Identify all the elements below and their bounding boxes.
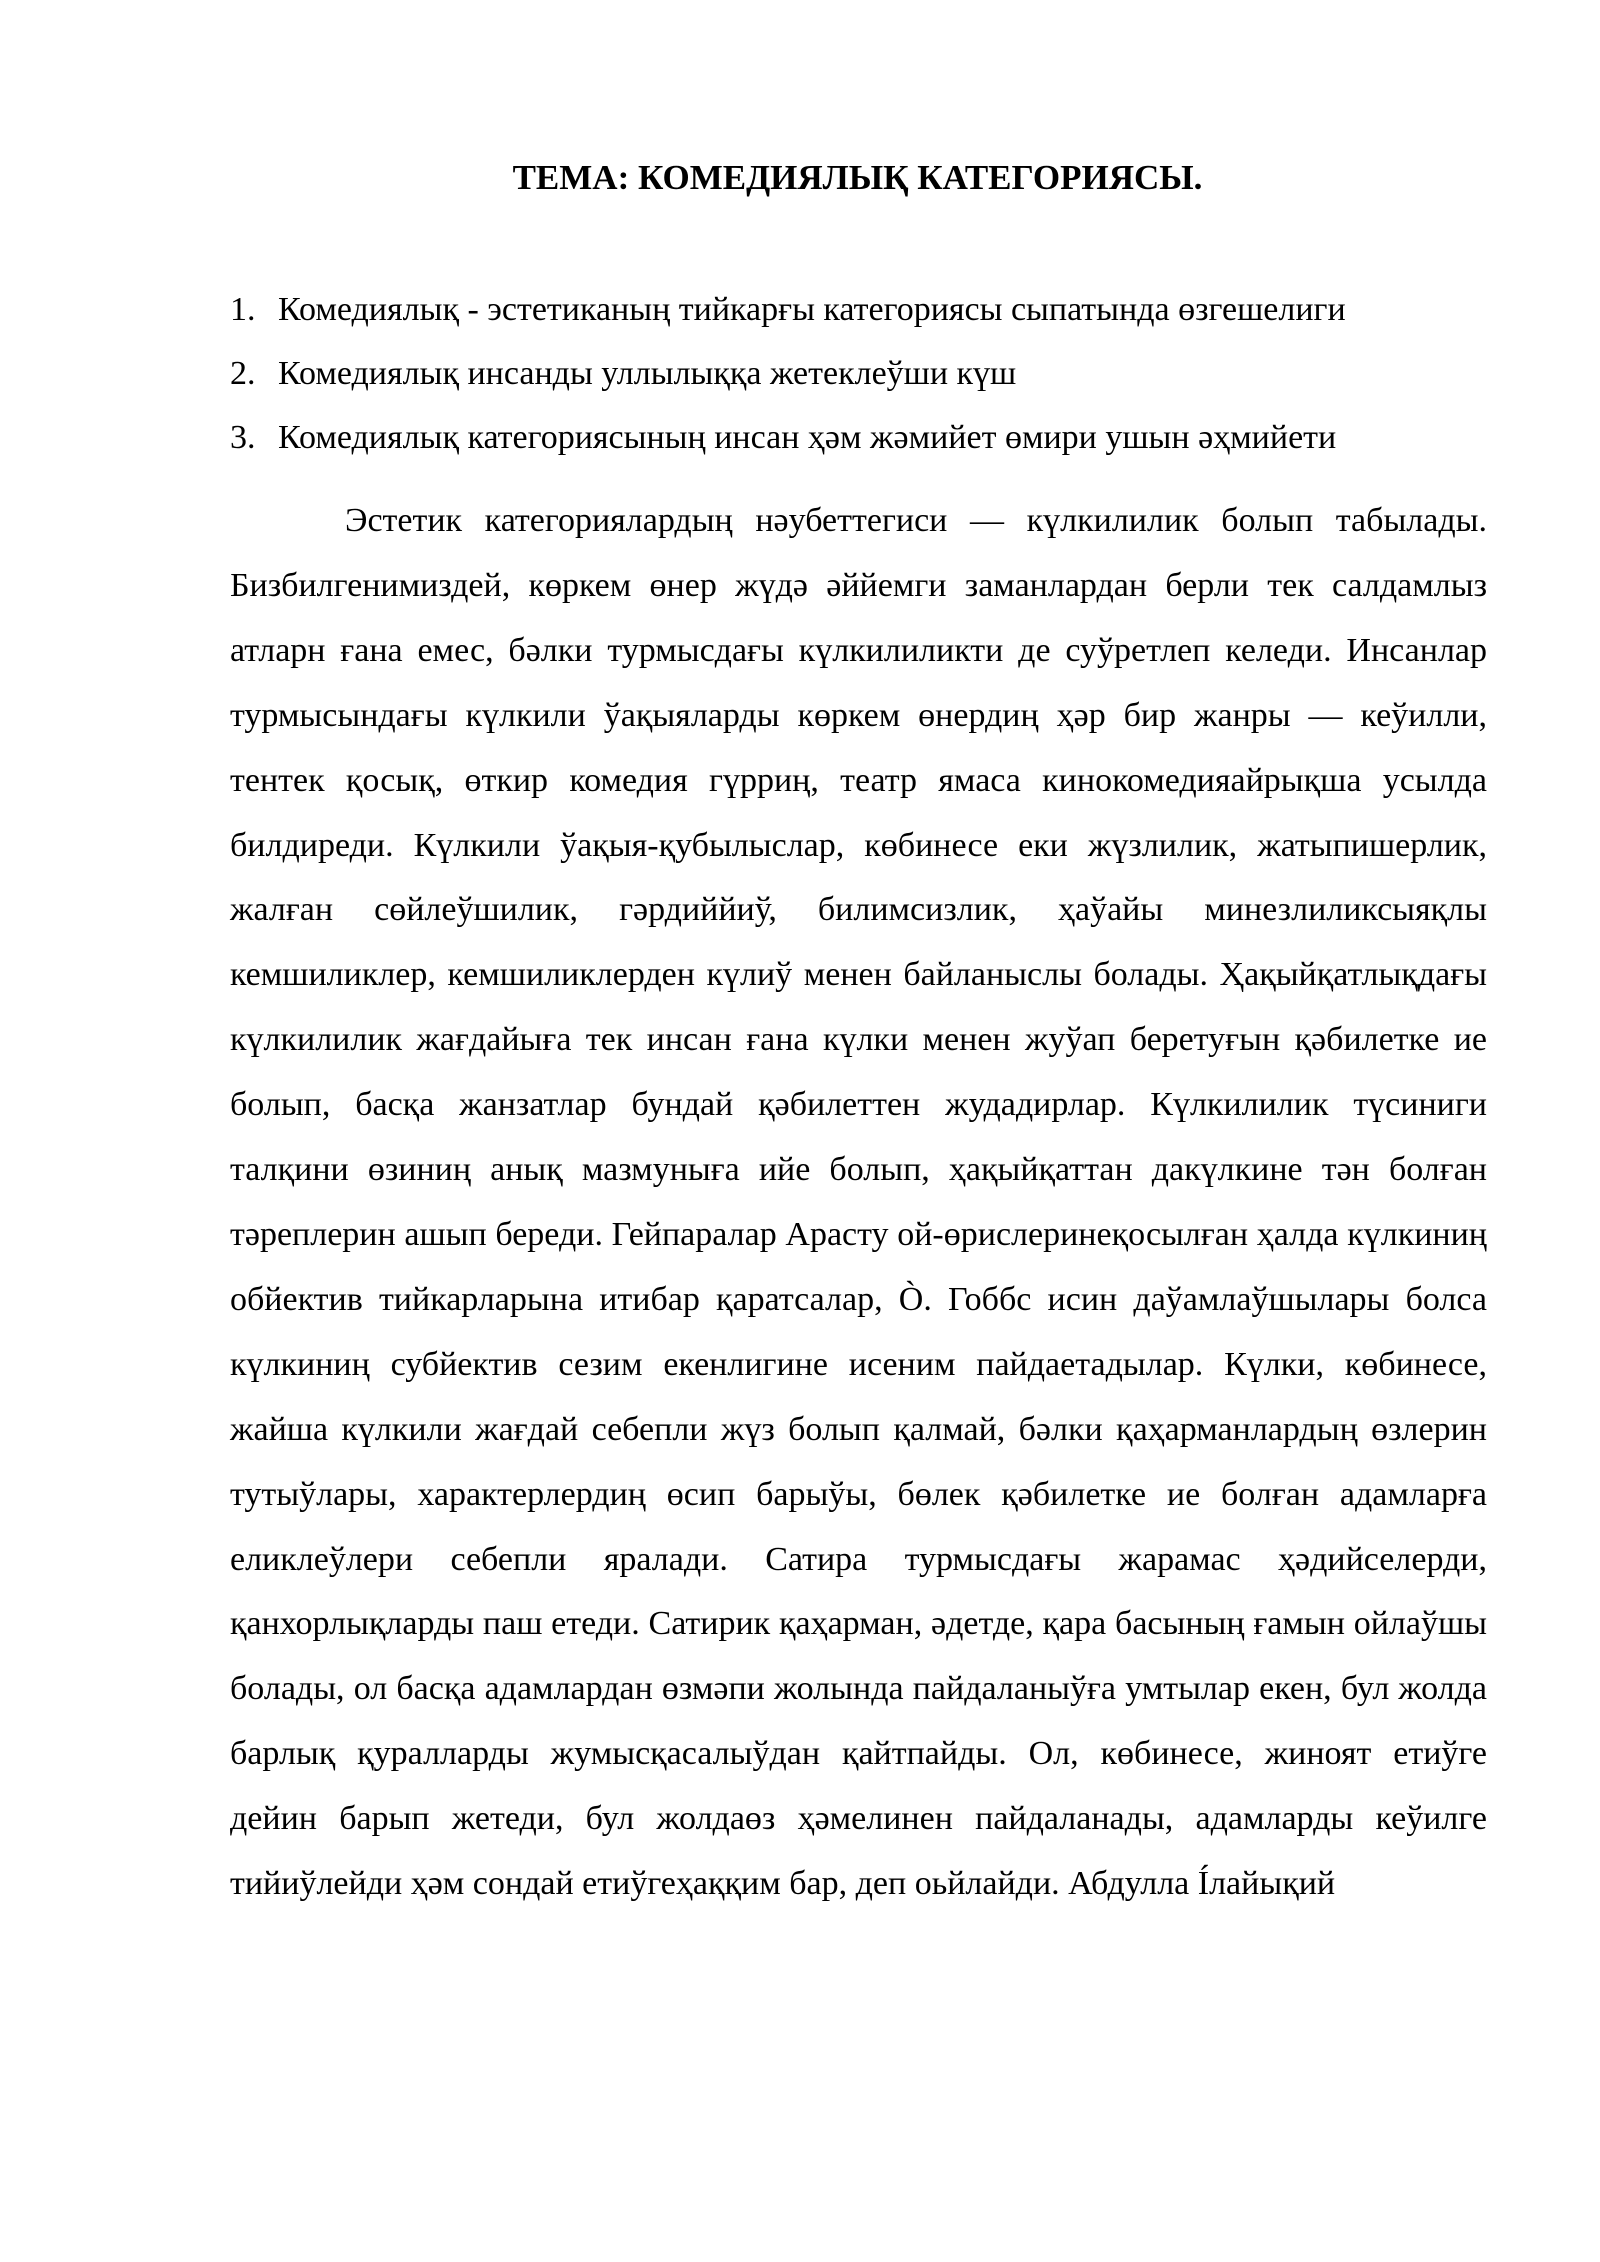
list-item — [230, 342, 1490, 406]
list-item-number: 3. — [230, 419, 256, 456]
list-item-text: Комедиялық категориясының инсан ҳәм жәмийет өмири ушын әҳмийети — [278, 419, 1337, 456]
list-item-number: 2. — [230, 355, 256, 392]
list-item — [230, 278, 1490, 342]
list-item-text: Комедиялық - эстетиканың тийкарғы категориясы сыпатында өзгешелиги — [278, 291, 1346, 328]
topic-list — [230, 278, 1490, 470]
list-item — [230, 406, 1490, 470]
list-item-text: Комедиялық инсанды уллылыққа жетеклеўши күш — [278, 355, 1017, 392]
page-title: ТЕМА: КОМЕДИЯЛЫҚ КАТЕГОРИЯСЫ. — [512, 158, 1203, 197]
body-paragraph: Эстетик категориялардың нәубеттегиси — күлкилилик болып табылады. Бизбилгенимиздей, көркем өнер жүдә әййемги заманлардан берли тек салдамлыз атларн ғана емес, бәлки турмысдағы күлкилиликти де суўретлеп келеди. Инсанлар турмысындағы күлкили ўақыяларды көркем өнердиң ҳәр бир жанры — кеўилли, тентек қосық, өткир комедия гүрриң, театр ямаса кинокомедияайрықша усылда билдиреди. Күлкили ўақыя-қубылыслар, көбинесе еки жүзлилик, жатыпишерлик, жалған сөйлеўшилик, гәрдиййиў, билимсизлик, ҳаўайы минезлиликсыяқлы кемшиликлер, кемшиликлерден күлиў менен байланыслы болады. Ҳақыйқатлықдағы күлкилилик жағдайыға тек инсан ғана күлки менен жуўап беретуғын қәбилетке ие болып, басқа жанзатлар бундай қәбилеттен жудадирлар. Күлкилилик түсиниги талқини өзиниң анық мазмуныға ийе болып, ҳақыйқаттан дакүлкине тән болған тәреплерин ашып береди. Гейпаралар Арасту ой-өрислеринеқосылған ҳалда күлкиниң обйектив тийкарларына итибар қаратсалар, Ò. Гоббс исин даўамлаўшылары болса күлкиниң субйектив сезим екенлигине исеним пайдаетадылар. Күлки, көбинесе, жайша күлкили жағдай себепли жүз болып қалмай, бәлки қаҳарманлардың өзлерин тутыўлары, характерлердиң өсип барыўы, бөлек қәбилетке ие болған адамларға еликлеўлери себепли яралади. Сатира турмысдағы жарамас ҳәдийселерди, қанхорлықларды паш етеди. Сатирик қаҳарман, әдетде, қара басының ғамын ойлаўшы болады, ол басқа адамлардан өзмәпи жолында пайдаланыўға умтылар екен, бул жолда барлық қуралларды жумысқасалыўдан қайтпайды. Ол, көбинесе, жиноят етиўге дейин барып жетеди, бул жолдаөз ҳәмелинен пайдаланады, адамларды кеўилге тийиўлейди ҳәм сондай етиўгеҳаққим бар, деп оьйлайди. Абдулла Íлайықий — [230, 502, 1487, 1903]
list-item-number: 1. — [230, 291, 256, 328]
